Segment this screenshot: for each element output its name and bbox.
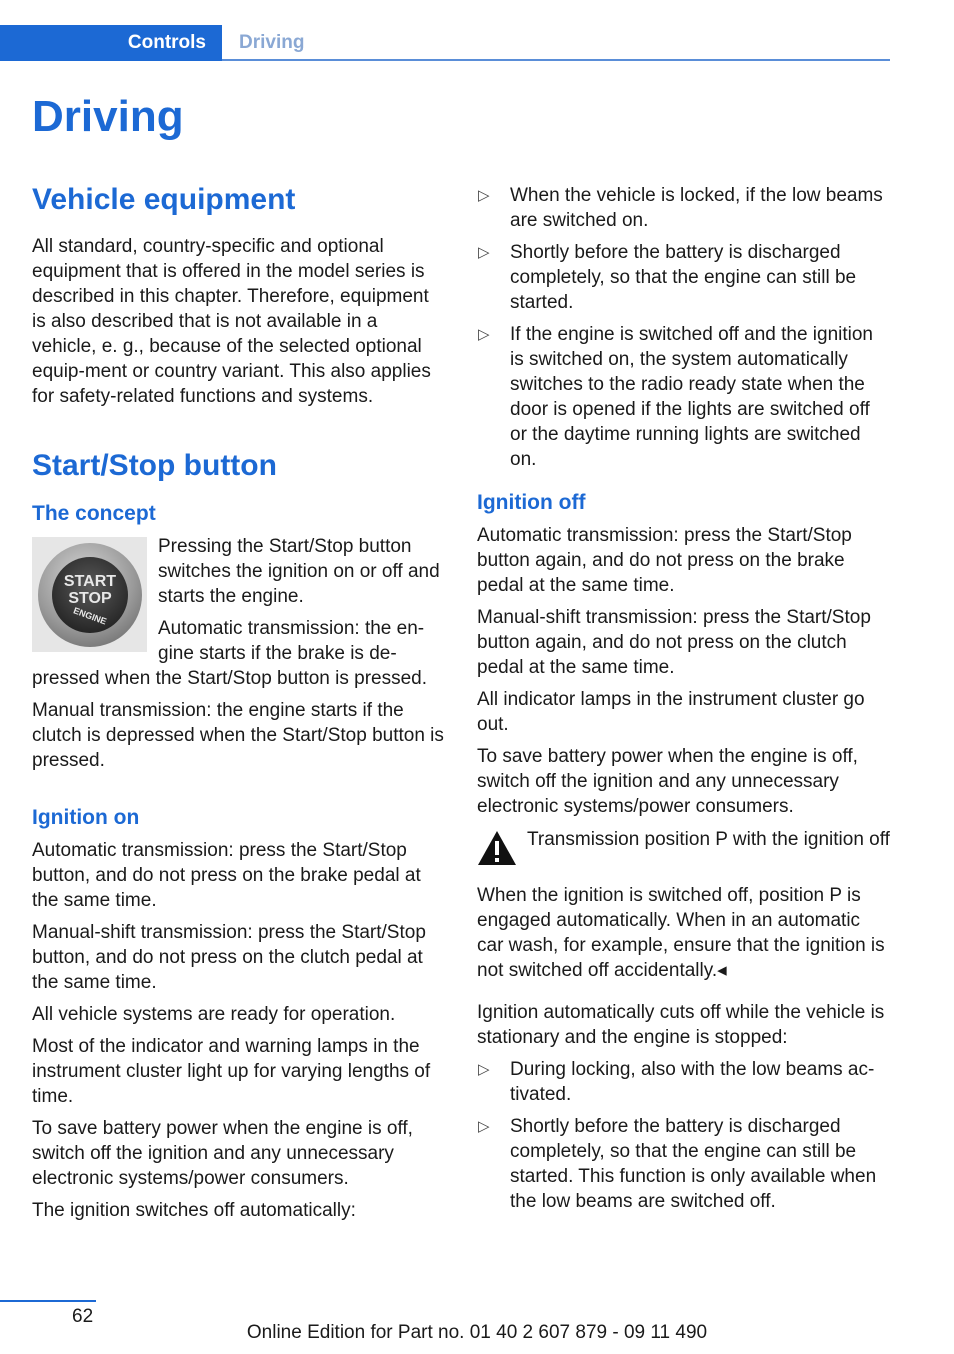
ignition-off-text-3: All indicator lamps in the instrument cluster go out. [477, 689, 865, 735]
heading-the-concept: The concept [32, 502, 156, 525]
warning-triangle-icon [477, 829, 517, 867]
concept-text-3: Manual transmission: the engine starts if the clutch is depressed when the Start/Stop button is pressed. [32, 700, 444, 771]
bullet-triangle-icon: ▷ [478, 1061, 490, 1078]
ignition-on-text-5: To save battery power when the engine is off, switch off the ignition and any unnecessary electronic systems/power consumers. [32, 1118, 413, 1189]
bullet-triangle-icon: ▷ [478, 326, 490, 343]
bullet-triangle-icon: ▷ [478, 244, 490, 261]
button-label-start: START [63, 573, 117, 590]
start-stop-button-bezel [38, 543, 142, 647]
start-stop-button-face [52, 557, 128, 633]
section-tab-driving[interactable]: Driving [239, 32, 305, 53]
auto-cutoff-list [477, 1057, 891, 1214]
list-item: ▷ When the vehicle is locked, if the low beams are switched on. [478, 185, 883, 231]
heading-vehicle-equipment: Vehicle equipment [32, 183, 296, 216]
ignition-on-text-2: Manual-shift transmission: press the Start/Stop button, and do not press on the clutch pedal at the same time. [32, 922, 426, 993]
page-number: 62 [72, 1306, 94, 1327]
ignition-on-text-3: All vehicle systems are ready for operation. [32, 1004, 396, 1025]
list-item: ▷ During locking, also with the low beams ac-tivated. [478, 1059, 875, 1105]
heading-ignition-on: Ignition on [32, 806, 140, 829]
list-item: ▷ If the engine is switched off and the ignition is switched on, the system automatically switches to the radio ready state when the door is opened if the lights are switched off or the daytime running lights are switched on. [478, 324, 874, 470]
concept-text-2: Automatic transmission: the en-gine starts if the brake is de-pressed when the Start/Stop button is pressed. [32, 618, 428, 689]
header-bar [0, 25, 890, 61]
bullet-triangle-icon: ▷ [478, 187, 490, 204]
right-column [477, 183, 891, 1221]
ignition-on-text-6: The ignition switches off automatically: [32, 1200, 356, 1221]
section-tab-controls[interactable]: Controls [0, 25, 222, 61]
ignition-off-text-2: Manual-shift transmission: press the Start/Stop button again, and do not press on the clutch pedal at the same time. [477, 607, 871, 678]
warning-note [477, 827, 891, 877]
vehicle-equipment-text: All standard, country-specific and optional equipment that is offered in the model series is described in this chapter. Therefore, equipment is also described that is not available in a vehicle, e. g., because of the selected optional equip-ment or country variant. This also applies for safety-related functions and systems. [32, 236, 431, 407]
heading-start-stop: Start/Stop button [32, 449, 277, 482]
start-stop-button-image [32, 537, 147, 652]
left-column [32, 180, 446, 1230]
footer-divider [0, 1300, 96, 1302]
button-label-stop: STOP [68, 590, 112, 607]
ignition-on-text-1: Automatic transmission: press the Start/Stop button, and do not press on the brake pedal at the same time. [32, 840, 421, 911]
list-item: ▷ Shortly before the battery is discharged completely, so that the engine can still be started. This function is only available when the low beams are switched off. [478, 1116, 877, 1212]
edition-footer: Online Edition for Part no. 01 40 2 607 879 - 09 11 490 [246, 1322, 708, 1343]
auto-off-list [477, 183, 891, 472]
button-label-engine: ENGINE [72, 605, 108, 627]
bullet-triangle-icon: ▷ [478, 1118, 490, 1135]
concept-text-1: Pressing the Start/Stop button switches the ignition on or off and starts the engine. [158, 536, 440, 607]
header-divider [222, 59, 890, 61]
page-title: Driving [32, 92, 184, 141]
list-item: ▷ Shortly before the battery is discharged completely, so that the engine can still be started. [478, 242, 857, 313]
warning-body: When the ignition is switched off, position P is engaged automatically. When in an automatic car wash, for example, ensure that the ignition is not switched off accidentally.◂ [477, 885, 885, 981]
ignition-off-text-1: Automatic transmission: press the Start/Stop button again, and do not press on the brake pedal at the same time. [477, 525, 852, 596]
ignition-on-text-4: Most of the indicator and warning lamps in the instrument cluster light up for varying lengths of time. [32, 1036, 431, 1107]
ignition-off-text-5: Ignition automatically cuts off while the vehicle is stationary and the engine is stopped: [477, 1002, 885, 1048]
warning-title: Transmission position P with the ignition off [527, 829, 890, 850]
ignition-off-text-4: To save battery power when the engine is off, switch off the ignition and any unnecessary electronic systems/power consumers. [477, 746, 858, 817]
heading-ignition-off: Ignition off [477, 491, 586, 514]
